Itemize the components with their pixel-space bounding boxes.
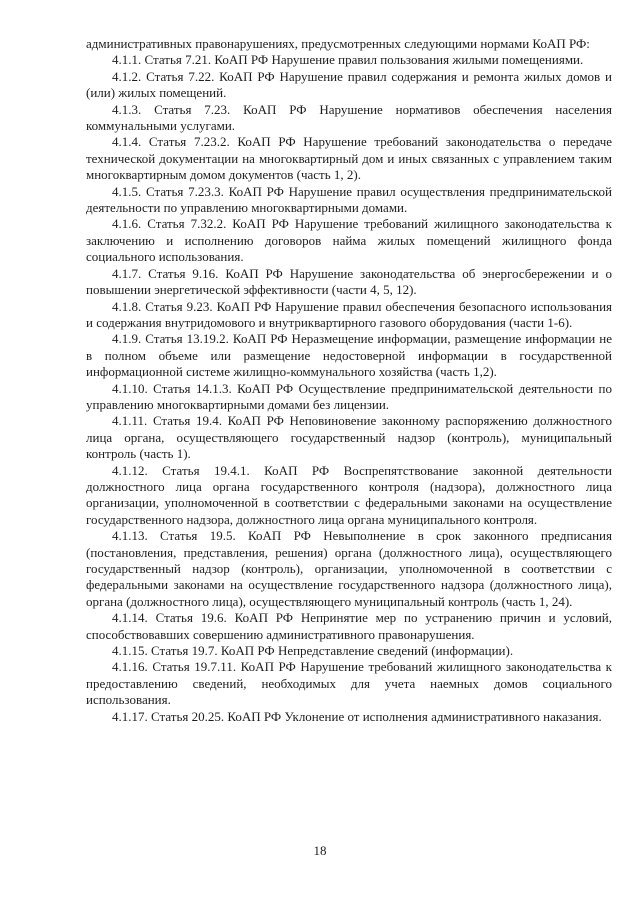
list-item-4-1-9: 4.1.9. Статья 13.19.2. КоАП РФ Неразмещение информации, размещение информации не в полном объеме или размещение недостоверной информации в государственной информационной системе жилищно-коммунального хозяйства (часть 1,2). <box>86 331 612 380</box>
list-item-4-1-17: 4.1.17. Статья 20.25. КоАП РФ Уклонение от исполнения административного наказания. <box>112 708 602 724</box>
list-item-4-1-6: 4.1.6. Статья 7.32.2. КоАП РФ Нарушение требований жилищного законодательства к заключению и исполнению договоров найма жилых помещений жилищного фонда социального использования. <box>86 216 612 265</box>
list-item-4-1-14: 4.1.14. Статья 19.6. КоАП РФ Непринятие мер по устранению причин и условий, способствовавших совершению административного правонарушения. <box>86 610 612 642</box>
list-item-4-1-1: 4.1.1. Статья 7.21. КоАП РФ Нарушение правил пользования жилыми помещениями. <box>112 52 584 68</box>
list-item-4-1-13: 4.1.13. Статья 19.5. КоАП РФ Невыполнение в срок законного предписания (постановления, представления, решения) органа (должностного лица), осуществляющего государственный надзор (контроль), организации, уполномоченной в соответствии с федеральными законами на осуществление государственного надзора (должностного лица), органа (должностного лица), осуществляющего муниципальный контроль (часть 1, 24). <box>86 528 612 609</box>
list-item-4-1-4: 4.1.4. Статья 7.23.2. КоАП РФ Нарушение требований законодательства о передаче технической документации на многоквартирный дом и иных связанных с управлением таким многоквартирным домом документов (часть 1, 2). <box>86 134 612 183</box>
intro-paragraph: административных правонарушениях, предусмотренных следующими нормами КоАП РФ: <box>86 36 590 51</box>
list-item-4-1-8: 4.1.8. Статья 9.23. КоАП РФ Нарушение правил обеспечения безопасного использования и содержания внутридомового и внутриквартирного газового оборудования (части 1-6). <box>86 298 612 330</box>
list-item-4-1-15: 4.1.15. Статья 19.7. КоАП РФ Непредставление сведений (информации). <box>112 643 514 659</box>
document-page <box>86 36 612 725</box>
list-item-4-1-16: 4.1.16. Статья 19.7.11. КоАП РФ Нарушение требований жилищного законодательства к предоставлению сведений, необходимых для учета наемных домов социального использования. <box>86 659 612 708</box>
list-item-4-1-12: 4.1.12. Статья 19.4.1. КоАП РФ Воспрепятствование законной деятельности должностного лица органа государственного контроля (надзора), должностного лица организации, уполномоченной в соответствии с федеральными законами на осуществление государственного надзора, должностного лица органа муниципального контроля. <box>86 462 612 527</box>
list-item-4-1-7: 4.1.7. Статья 9.16. КоАП РФ Нарушение законодательства об энергосбережении и о повышении энергетической эффективности (части 4, 5, 12). <box>86 265 612 298</box>
list-item-4-1-10: 4.1.10. Статья 14.1.3. КоАП РФ Осуществление предпринимательской деятельности по управлению многоквартирными домами без лицензии. <box>86 380 612 412</box>
list-item-4-1-11: 4.1.11. Статья 19.4. КоАП РФ Неповиновение законному распоряжению должностного лица органа, осуществляющего государственный надзор (контроль), муниципальный контроль (часть 1). <box>86 413 612 462</box>
page-number: 18 <box>313 843 327 858</box>
list-item-4-1-3: 4.1.3. Статья 7.23. КоАП РФ Нарушение нормативов обеспечения населения коммунальными услугами. <box>86 101 612 134</box>
list-item-4-1-2: 4.1.2. Статья 7.22. КоАП РФ Нарушение правил содержания и ремонта жилых домов и (или) жилых помещений. <box>86 68 612 101</box>
list-item-4-1-5: 4.1.5. Статья 7.23.3. КоАП РФ Нарушение правил осуществления предпринимательской деятельности по управлению многоквартирными домами. <box>86 183 612 216</box>
